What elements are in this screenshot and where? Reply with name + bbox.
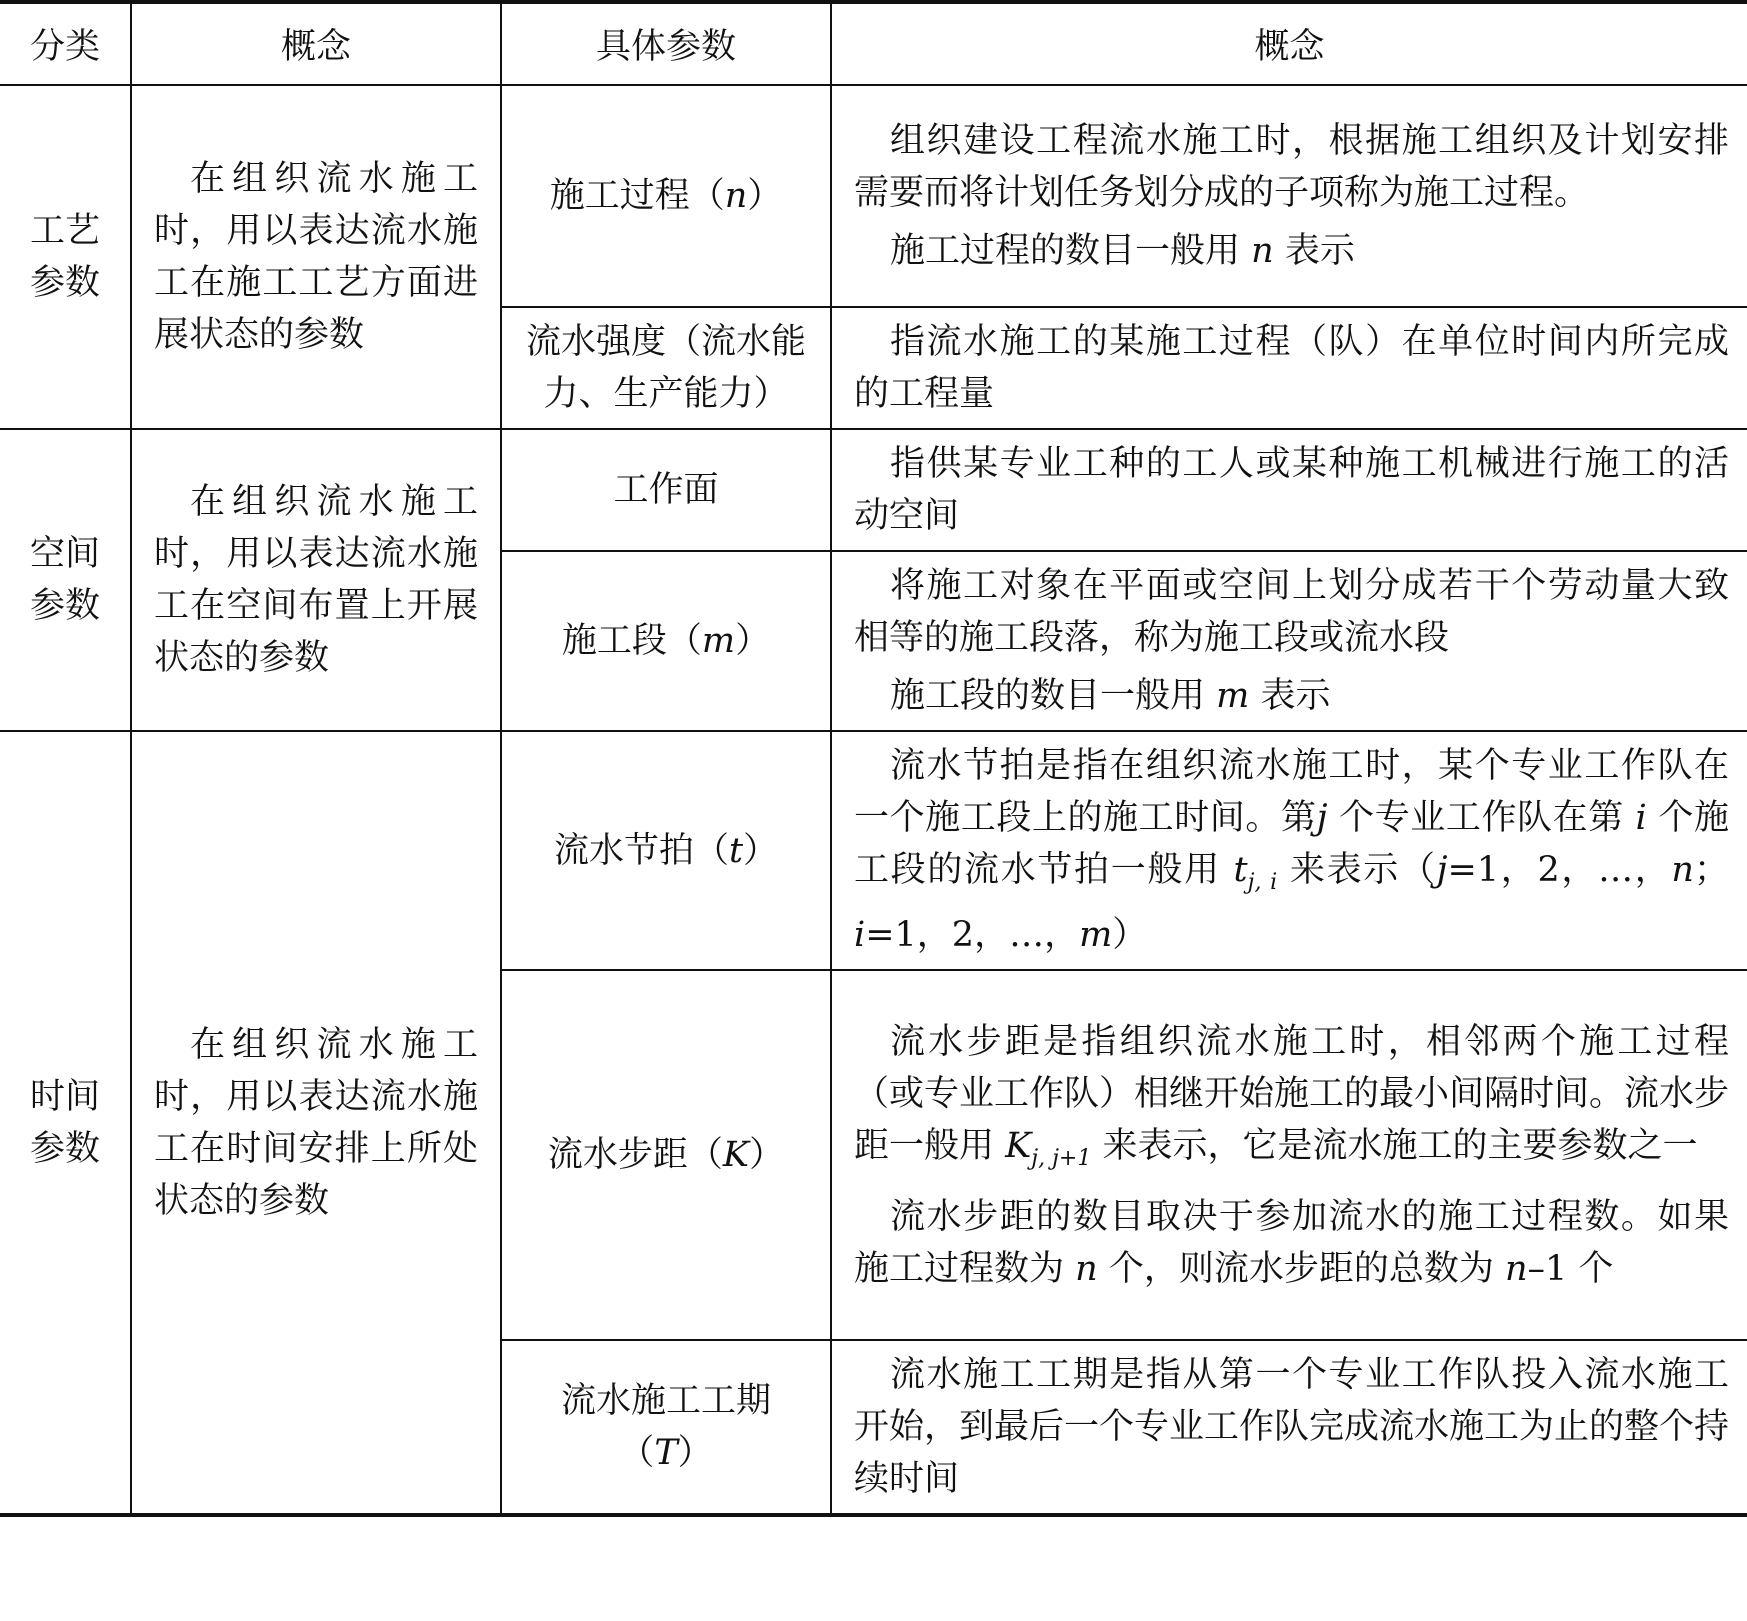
param-description: 流水施工工期是指从第一个专业工作队投入流水施工开始，到最后一个专业工作队完成流水施工为止的整个持续时间	[831, 1340, 1747, 1515]
header-concept: 概念	[131, 2, 501, 85]
category-cell: 空间 参数	[0, 429, 131, 731]
header-category: 分类	[0, 2, 131, 85]
param-description: 指流水施工的某施工过程（队）在单位时间内所完成的工程量	[831, 307, 1747, 429]
param-name: 工作面	[501, 429, 831, 551]
category-concept: 在组织流水施工时，用以表达流水施工在空间布置上开展状态的参数	[131, 429, 501, 731]
header-specific-param: 具体参数	[501, 2, 831, 85]
param-description: 流水节拍是指在组织流水施工时，某个专业工作队在一个施工段上的施工时间。第j 个专业工作队在第 i 个施工段的流水节拍一般用 $t_{j, i}$ 来表示（j=1，2，…，n；i=1，2，…，m）	[831, 731, 1747, 970]
header-param-concept: 概念	[831, 2, 1747, 85]
param-name: 施工过程（n）	[501, 85, 831, 307]
param-name: 流水步距（K）	[501, 970, 831, 1340]
category-concept: 在组织流水施工时，用以表达流水施工在施工工艺方面进展状态的参数	[131, 85, 501, 429]
category-cell: 时间 参数	[0, 731, 131, 1515]
param-description: 流水步距是指组织流水施工时，相邻两个施工过程（或专业工作队）相继开始施工的最小间隔时间。流水步距一般用 $K_{j, j+1}$ 来表示，它是流水施工的主要参数之一 流水步距的数目取决于参加流水的施工过程数。如果施工过程数为 n 个，则流水步距的总数为 n–1 个	[831, 970, 1747, 1340]
table-row	[0, 429, 1747, 551]
param-description: 指供某专业工种的工人或某种施工机械进行施工的活动空间	[831, 429, 1747, 551]
param-name: 施工段（m）	[501, 551, 831, 731]
table-row	[0, 85, 1747, 307]
param-name: 流水强度（流水能力、生产能力）	[501, 307, 831, 429]
param-description: 组织建设工程流水施工时，根据施工组织及计划安排需要而将计划任务划分成的子项称为施工过程。 施工过程的数目一般用 n 表示	[831, 85, 1747, 307]
category-concept: 在组织流水施工时，用以表达流水施工在时间安排上所处状态的参数	[131, 731, 501, 1515]
param-name: 流水节拍（t）	[501, 731, 831, 970]
category-cell: 工艺 参数	[0, 85, 131, 429]
param-description: 将施工对象在平面或空间上划分成若干个劳动量大致相等的施工段落，称为施工段或流水段 施工段的数目一般用 m 表示	[831, 551, 1747, 731]
param-name: 流水施工工期（T）	[501, 1340, 831, 1515]
table-header-row	[0, 2, 1747, 85]
table-row	[0, 731, 1747, 970]
